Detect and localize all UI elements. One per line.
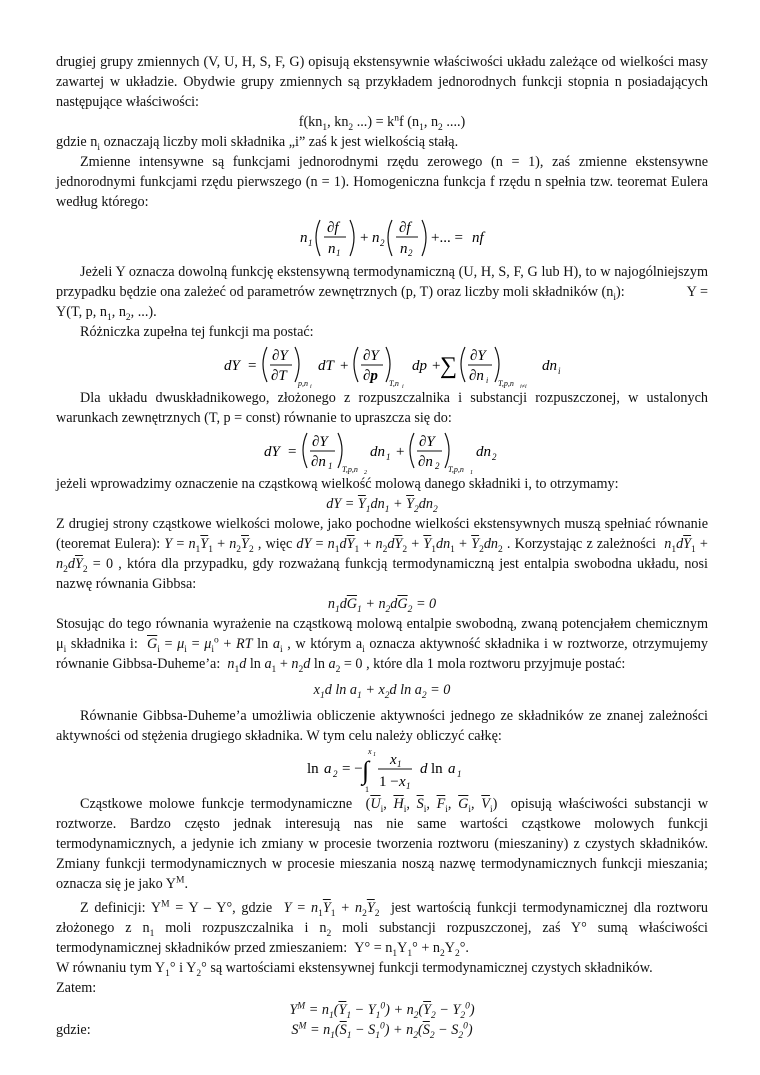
svg-text:1 −: 1 −	[379, 774, 399, 790]
paragraph-12: Z definicji: $Y^M = Y - Y^\circ$, gdzie $Y = n_1\overline{Y}_1 + n_2\overline{Y}_2$ jest wartością funkcji termodynamicznej dla roztworu złożonego z $n_1$ moli rozpuszczalnika i $n_2$ moli substancji rozpuszczonej, zaś Y° sumą właściwości termodynamicznej składników przed zmieszaniem: $Y^\circ = n_1Y_1^\circ + n_2Y_2^\circ$.	[56, 899, 708, 959]
svg-text:dp: dp	[412, 358, 427, 374]
svg-text:1: 1	[457, 769, 462, 779]
svg-text:n: n	[328, 241, 336, 257]
equation-mixing-Y: $Y^M = n_1(\overline{Y}_1 - Y_1^0) + n_2(\overline{Y}_2 - Y_2^0)$	[289, 1001, 475, 1021]
paragraph-11: Cząstkowe molowe funkcje termodynamiczne ($\overline{U}_i$, $\overline{H}_i$, $\overline{S}_i$, $\overline{F}_i$, $\overline{G}_i$, $\overline{V}_i$) opisują właściwości substancji w roztworze. Bardzo często jednak interesują nas nie same wartości cząstkowe molowych funkcji termodynamicznych, a jedynie ich zmiany w procesie tworzenia roztworu (mieszaniny) z czystych składników. Zmiany funkcji termodynamicznych w procesie mieszania noszą nazwę termodynamicznych funkcji mieszania; oznacza się je jako $Y^M$.	[56, 796, 709, 892]
svg-text:1: 1	[397, 759, 402, 769]
svg-text:i: i	[402, 384, 404, 388]
svg-text:dY: dY	[264, 444, 280, 460]
svg-text:1: 1	[470, 470, 473, 474]
equation-gibbs: $n_1d\overline{G}_1 + n_2d\overline{G}_2 = 0$	[327, 596, 437, 615]
svg-text:n: n	[372, 230, 380, 246]
svg-text:i: i	[558, 366, 561, 376]
svg-text:2: 2	[364, 470, 367, 474]
svg-text:1: 1	[328, 461, 333, 471]
svg-text:2: 2	[380, 238, 385, 248]
equation-euler	[56, 212, 708, 262]
svg-text:∂p: ∂p	[363, 368, 378, 384]
svg-text:2: 2	[435, 461, 440, 471]
svg-text:1: 1	[406, 781, 411, 791]
equation-mixing-S-row	[56, 1020, 708, 1040]
svg-text:∂n: ∂n	[418, 454, 433, 470]
svg-text:a: a	[448, 761, 456, 777]
svg-text:a: a	[324, 761, 332, 777]
where-label: gdzie:	[56, 1022, 91, 1038]
svg-text:T,p,n: T,p,n	[342, 465, 358, 474]
svg-text:+: +	[432, 358, 441, 374]
equation-mixing-S: $S^M = n_1(\overline{S}_1 - S_1^0) + n_2(\overline{S}_2 - S_2^0)$	[291, 1021, 473, 1041]
svg-text:∂n: ∂n	[469, 368, 484, 384]
equation-gibbs-duhem: $x_1d$ $\ln a_1 + x_2d$ $\ln a_2 = 0$	[313, 682, 451, 701]
svg-text:n: n	[400, 241, 408, 257]
paragraph-3: Zmienne intensywne są funkcjami jednorodnymi rzędu zerowego (n = 1), zaś zmienne ekstensywne jednorodnymi funkcjami rzędu pierwszego (n = 1). Homogeniczna funkcja f rzędu n spełnia tzw. teoremat Eulera według którego:	[56, 154, 708, 210]
svg-text:∫: ∫	[362, 756, 370, 785]
svg-text:∑: ∑	[440, 353, 458, 379]
svg-text:=: =	[288, 444, 297, 460]
svg-text:dn: dn	[370, 444, 385, 460]
svg-text:dn: dn	[476, 444, 491, 460]
equation-binary	[56, 428, 708, 474]
svg-text:+: +	[340, 358, 349, 374]
paragraph-2: gdzie $n_i$ oznaczają liczby moli składnika „i” zaś k jest wielkością stałą.	[56, 134, 459, 153]
svg-text:∂Y: ∂Y	[419, 434, 435, 450]
equation-integral	[56, 746, 708, 794]
svg-text:1: 1	[365, 785, 369, 794]
svg-text:T,p,n: T,p,n	[498, 379, 514, 388]
svg-text:1: 1	[308, 238, 313, 248]
svg-text:∂f: ∂f	[399, 220, 411, 236]
svg-text:∂Y: ∂Y	[272, 348, 288, 364]
equation-partial-molar: dY = $\overline{Y}_1dn_1 + \overline{Y}_2dn_2$	[326, 496, 438, 515]
paragraph-1: drugiej grupy zmiennych (V, U, H, S, F, G) opisują ekstensywnie właściwości układu zależące od wielkości masy zawartej w układzie. Obydwie grupy zmiennych są przykładem jednorodnych funkcji stopnia n posiadających następujące właściwości:	[56, 54, 708, 110]
svg-text:2: 2	[492, 452, 497, 462]
svg-text:ln: ln	[431, 761, 443, 777]
svg-text:+: +	[360, 230, 369, 246]
svg-text:=: =	[248, 358, 257, 374]
svg-text:1: 1	[336, 248, 341, 258]
svg-text:x: x	[399, 774, 406, 790]
svg-text:1: 1	[386, 452, 391, 462]
equation-homogeneous: $f(kn_1$, $kn_2$ ...) = $k^nf$ ($n_1$, $n_2$ ....)	[298, 113, 466, 133]
svg-text:i: i	[310, 384, 312, 388]
equation-total-differential	[56, 342, 708, 388]
svg-text:dY: dY	[224, 358, 240, 374]
svg-text:2: 2	[408, 248, 413, 258]
svg-text:∂f: ∂f	[327, 220, 339, 236]
svg-text:x: x	[390, 752, 397, 768]
paragraph-7: jeżeli wprowadzimy oznaczenie na cząstkową wielkość molową danego składniki i, to otrzymamy:	[56, 476, 619, 492]
svg-text:T,p,n: T,p,n	[448, 465, 464, 474]
svg-text:∂T: ∂T	[271, 368, 287, 384]
paragraph-4: Jeżeli Y oznacza dowolną funkcję ekstensywną termodynamiczną (U, H, S, F, G lub H), to w najogólniejszym przypadku będzie ona zależeć od parametrów zewnętrznych (p, T) oraz liczby moli składników $(n_i)$: Y = Y(T, p, $n_1$, $n_2$, ...).	[56, 264, 708, 323]
paragraph-10: Równanie Gibbsa-Duheme’a umożliwia obliczenie aktywności jednego ze składników ze znanej zależności aktywności od stężenia drugiego składnika. W tym celu należy obliczyć całkę:	[56, 708, 708, 744]
svg-text:i: i	[486, 376, 489, 385]
svg-text:+... =: +... =	[431, 230, 463, 246]
svg-text:= −: = −	[342, 761, 363, 777]
svg-text:+: +	[396, 444, 405, 460]
svg-text:n: n	[300, 230, 308, 246]
svg-text:dn: dn	[542, 358, 557, 374]
svg-text:∂n: ∂n	[311, 454, 326, 470]
svg-text:ln: ln	[307, 761, 319, 777]
svg-text:nf: nf	[472, 230, 484, 246]
svg-text:d: d	[420, 761, 428, 777]
paragraph-5: Różniczka zupełna tej funkcji ma postać:	[80, 324, 314, 340]
paragraph-14: Zatem:	[56, 980, 97, 996]
svg-text:∂Y: ∂Y	[470, 348, 486, 364]
paragraph-13: W równaniu tym $Y_1^\circ$ i $Y_2^\circ$ są wartościami ekstensywnej funkcji termodynamicznej czystych składników.	[56, 960, 653, 979]
svg-text:j≠i: j≠i	[520, 384, 527, 388]
paragraph-6: Dla układu dwuskładnikowego, złożonego z rozpuszczalnika i substancji rozpuszczonej, w ustalonych warunkach zewnętrznych (T, p = const) równanie to upraszcza się do:	[56, 390, 708, 426]
document-page	[56, 52, 708, 1040]
svg-text:2: 2	[333, 769, 338, 779]
svg-text:1: 1	[373, 752, 376, 758]
svg-text:∂Y: ∂Y	[363, 348, 379, 364]
svg-text:dT: dT	[318, 358, 334, 374]
svg-text:p,n: p,n	[298, 379, 308, 388]
svg-text:T,n: T,n	[389, 379, 399, 388]
paragraph-8: Z drugiej strony cząstkowe wielkości molowe, jako pochodne wielkości ekstensywnych muszą spełniać równanie (teoremat Eulera): $Y = n_1\overline{Y}_1 + n_2\overline{Y}_2$ , więc dY = $n_1d\overline{Y}_1 + n_2d\overline{Y}_2 + \overline{Y}_1dn_1 + \overline{Y}_2dn_2$ . Korzystając z zależności $n_1d\overline{Y}_1 + n_2d\overline{Y}_2 = 0$ , która dla przypadku, gdy rozważaną funkcją termodynamiczną jest entalpia swobodna układu, nosi nazwę równania Gibbsa:	[56, 516, 708, 592]
svg-text:∂Y: ∂Y	[312, 434, 328, 450]
paragraph-9: Stosując do tego równania wyrażenie na cząstkową molową entalpie swobodną, zwaną potencjałem chemicznym $\mu_i$ składnika i: $\overline{G}_i = \mu_i = \mu_i^o$ + RT $\ln a_i$ , w którym $a_i$ oznacza aktywność składnika i w roztworze, otrzymujemy równanie Gibbsa-Duheme’a: $n_1d$ $\ln a_1 + n_2d$ $\ln a_2 = 0$ , które dla 1 mola roztworu przyjmuje postać:	[56, 616, 708, 675]
svg-text:x: x	[368, 747, 372, 756]
